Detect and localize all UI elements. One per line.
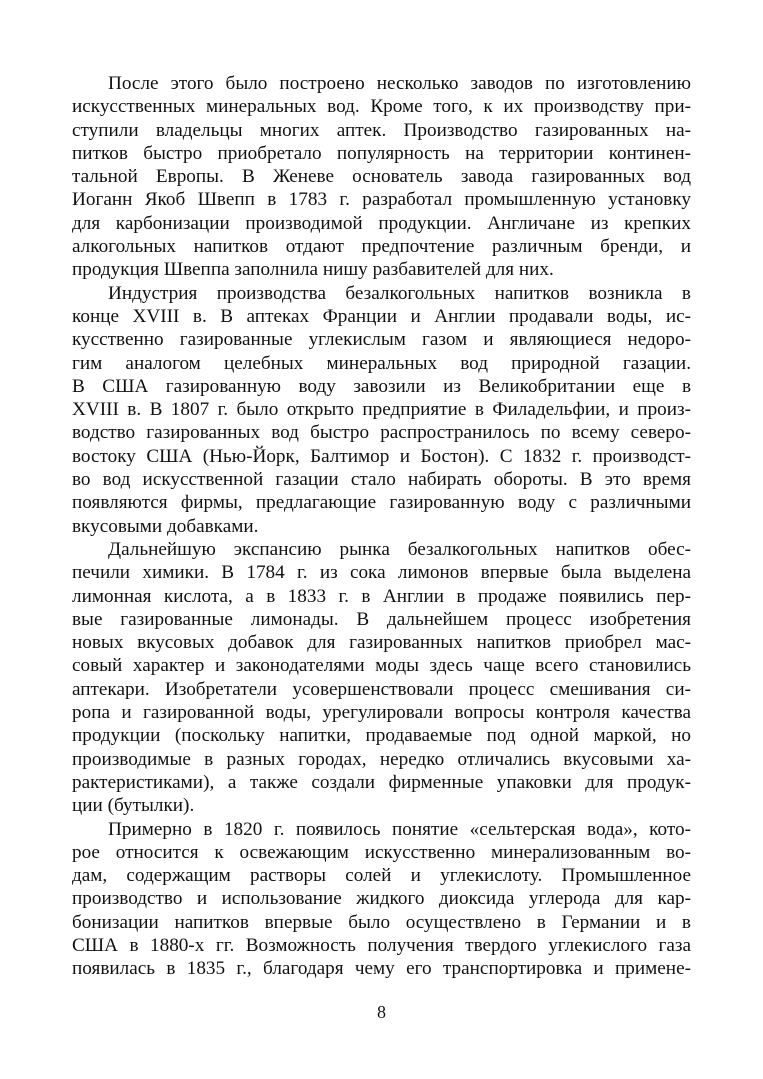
paragraph xyxy=(72,818,691,981)
text-line: бонизации напитков впервые было осуществлено в Германии и в xyxy=(72,911,691,933)
text-line: Примерно в 1820 г. появилось понятие «сельтерская вода», кото- xyxy=(108,818,691,840)
text-line: конце XVIII в. В аптеках Франции и Англии продавали воды, ис- xyxy=(72,305,691,327)
text-line: питков быстро приобретало популярность на территории континен- xyxy=(72,142,691,164)
text-line: рактеристиками), а также создали фирменные упаковки для продук- xyxy=(72,771,691,793)
text-line: вые газированные лимонады. В дальнейшем процесс изобретения xyxy=(72,608,691,630)
body-text xyxy=(72,72,691,981)
text-line: После этого было построено несколько заводов по изготовлению xyxy=(108,73,691,94)
text-line: появилась в 1835 г., благодаря чему его транспортировка и примене- xyxy=(72,958,691,980)
text-line: кусственно газированные углекислым газом и являющиеся недоро- xyxy=(72,329,691,351)
text-line: во вод искусственной газации стало набирать обороты. В это время xyxy=(72,469,691,491)
page-number: 8 xyxy=(377,1002,386,1022)
text-line: вкусовыми добавками. xyxy=(72,515,259,537)
text-line: производимые в разных городах, нередко отличались вкусовыми ха- xyxy=(72,748,691,770)
text-line: Индустрия производства безалкогольных напитков возникла в xyxy=(108,282,691,304)
text-line: алкогольных напитков отдают предпочтение различным бренди, и xyxy=(72,236,691,258)
text-line: тальной Европы. В Женеве основатель завода газированных вод xyxy=(72,166,691,188)
text-line: ступили владельцы многих аптек. Производство газированных на- xyxy=(72,119,691,141)
text-line: новых вкусовых добавок для газированных напитков приобрел мас- xyxy=(72,632,691,654)
text-line: искусственных минеральных вод. Кроме того, к их производству при- xyxy=(72,96,691,118)
text-line: продукции (поскольку напитки, продаваемые под одной маркой, но xyxy=(72,725,691,747)
text-line: Дальнейшую экспансию рынка безалкогольных напитков обес- xyxy=(108,538,691,560)
text-line: ропа и газированной воды, урегулировали вопросы контроля качества xyxy=(72,702,691,724)
text-line: дам, содержащим растворы солей и углекислоту. Промышленное xyxy=(72,865,691,887)
text-line: появляются фирмы, предлагающие газированную воду с различными xyxy=(72,492,691,514)
text-line: продукция Швеппа заполнила нишу разбавителей для них. xyxy=(72,259,554,281)
text-line: Иоганн Якоб Швепп в 1783 г. разработал промышленную установку xyxy=(72,189,691,211)
paragraph xyxy=(72,538,691,818)
text-line: рое относится к освежающим искусственно минерализованным во- xyxy=(72,841,691,863)
paragraph xyxy=(72,72,691,282)
text-line: США в 1880-х гг. Возможность получения твердого углекислого газа xyxy=(72,934,691,956)
text-line: ции (бутылки). xyxy=(72,795,195,817)
text-line: востоку США (Нью-Йорк, Балтимор и Бостон). С 1832 г. производст- xyxy=(72,445,691,467)
text-line: XVIII в. В 1807 г. было открыто предприятие в Филадельфии, и произ- xyxy=(72,399,691,421)
text-line: лимонная кислота, а в 1833 г. в Англии в продаже появились пер- xyxy=(72,585,691,607)
text-line: гим аналогом целебных минеральных вод природной газации. xyxy=(72,352,691,374)
text-line: совый характер и законодателями моды здесь чаще всего становились xyxy=(72,655,691,677)
text-line: производство и использование жидкого диоксида углерода для кар- xyxy=(72,888,691,910)
paragraph xyxy=(72,282,691,538)
text-line: водство газированных вод быстро распространилось по всему северо- xyxy=(72,422,691,444)
text-line: аптекари. Изобретатели усовершенствовали процесс смешивания си- xyxy=(72,678,691,700)
text-line: печили химики. В 1784 г. из сока лимонов впервые была выделена xyxy=(72,562,691,584)
text-line: В США газированную воду завозили из Великобритании еще в xyxy=(72,375,691,397)
text-line: для карбонизации производимой продукции. Англичане из крепких xyxy=(72,212,691,234)
